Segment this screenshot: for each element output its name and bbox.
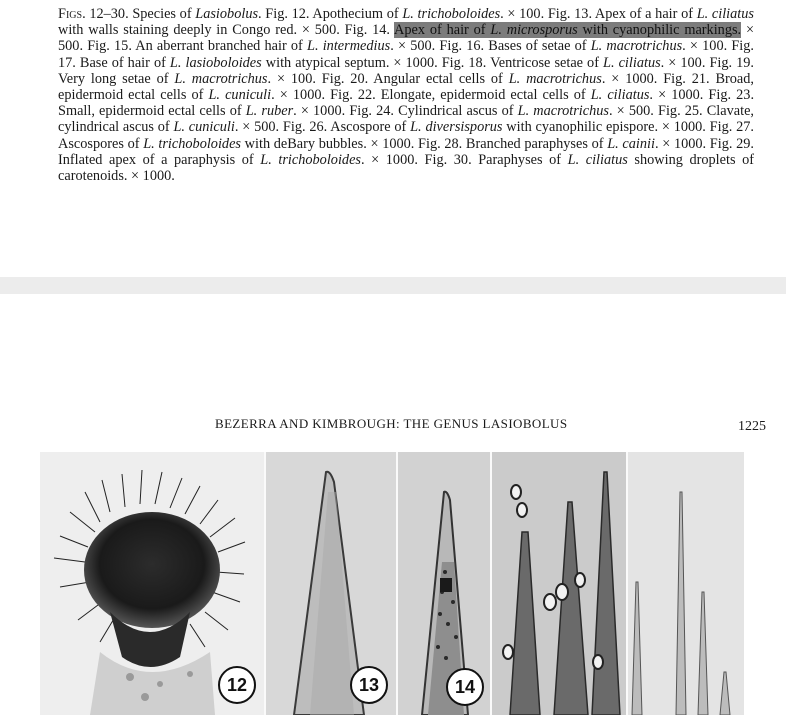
caption-text: with cyanophilic markings. <box>577 22 742 39</box>
caption-species: L. ciliatus <box>590 87 650 104</box>
caption-text: . × 1000. Fig. 21. Broad, epidermoid ectal cells of <box>58 70 755 104</box>
caption-text: × 500. Fig. 15. An aberrant branched hair of <box>58 22 755 55</box>
caption-text: showing droplets of carotenoids. × 1000. <box>58 151 755 185</box>
caption-species: L. macrotrichus <box>590 38 683 55</box>
running-head: BEZERRA AND KIMBROUGH: THE GENUS LASIOBOLUS <box>215 416 568 431</box>
figure-12-label: 12 <box>218 666 256 704</box>
caption-text: . × 1000. Fig. 24. Cylindrical ascus of <box>293 103 518 120</box>
caption-text: . × 100. Fig. 17. Base of hair of <box>58 38 754 71</box>
caption-species: L. macrotrichus <box>174 70 268 87</box>
caption-species: L. cuniculi <box>208 87 272 104</box>
figure-caption <box>58 6 754 184</box>
photo-plate <box>40 452 744 715</box>
caption-species: L. lasioboloides <box>169 54 262 71</box>
figure-13-label: 13 <box>350 666 388 704</box>
caption-text: . × 1000. Fig. 22. Elongate, epidermoid ectal cells of <box>271 87 591 104</box>
caption-text: . × 500. Fig. 26. Ascospore of <box>234 119 411 136</box>
long-setae-micrograph <box>628 452 744 715</box>
caption-text: with atypical septum. × 1000. Fig. 18. Ventricose setae of <box>261 54 603 71</box>
caption-species: L. ruber <box>245 103 294 120</box>
figure-14-panel <box>398 452 490 715</box>
caption-figs-label: Figs. <box>58 6 86 22</box>
caption-text: . × 500. Fig. 16. Bases of setae of <box>390 38 591 55</box>
caption-text: with walls staining deeply in Congo red. × 500. Fig. 14. <box>58 22 395 39</box>
caption-text: . × 1000. Fig. 23. Small, epidermoid ectal cells of <box>58 87 755 120</box>
figure-14-label: 14 <box>446 668 484 706</box>
caption-species: L. macrotrichus <box>517 103 609 120</box>
caption-text: 12–30. Species of <box>85 6 196 22</box>
caption-text: . Fig. 12. Apothecium of <box>258 6 403 22</box>
caption-species: L. ciliatus <box>603 54 661 71</box>
caption-text: with cyanophilic epispore. × 1000. Fig. 27. Ascospores of <box>58 119 755 152</box>
caption-species: L. intermedius <box>307 38 391 55</box>
caption-species: L. cainii <box>607 135 655 152</box>
caption-text: . × 100. Fig. 13. Apex of a hair of <box>500 6 697 22</box>
figure-16-panel <box>628 452 744 715</box>
caption-species: L. trichoboloides <box>402 6 501 22</box>
setae-micrograph <box>492 452 626 715</box>
caption-species: L. microsporus <box>490 22 578 39</box>
caption-text: . × 1000. Fig. 30. Paraphyses of <box>360 151 568 168</box>
caption-species: L. ciliatus <box>696 6 754 22</box>
caption-text: Apex of hair of <box>394 22 491 39</box>
figure-13-panel <box>266 452 396 715</box>
caption-species: L. ciliatus <box>567 151 628 168</box>
caption-species: L. macrotrichus <box>508 70 602 87</box>
page-number: 1225 <box>738 419 766 434</box>
figure-15-panel <box>492 452 626 715</box>
caption-text: . × 500. Fig. 25. Clavate, cylindrical ascus of <box>58 103 754 136</box>
caption-species: L. diversisporus <box>410 119 503 136</box>
caption-species: L. trichoboloides <box>143 135 241 152</box>
caption-text: . × 100. Fig. 20. Angular ectal cells of <box>267 70 509 87</box>
caption-text: . × 1000. Fig. 29. Inflated apex of a paraphysis of <box>58 135 754 168</box>
caption-genus: Lasiobolus <box>195 6 259 22</box>
figure-12-panel <box>40 452 264 715</box>
highlighted-selection[interactable] <box>394 22 741 38</box>
page-divider <box>0 277 786 294</box>
caption-species: L. trichoboloides <box>260 151 361 168</box>
caption-text: . × 100. Fig. 19. Very long setae of <box>58 54 754 87</box>
caption-species: L. cuniculi <box>173 119 235 136</box>
caption-text: with deBary bubbles. × 1000. Fig. 28. Branched paraphyses of <box>241 135 608 152</box>
